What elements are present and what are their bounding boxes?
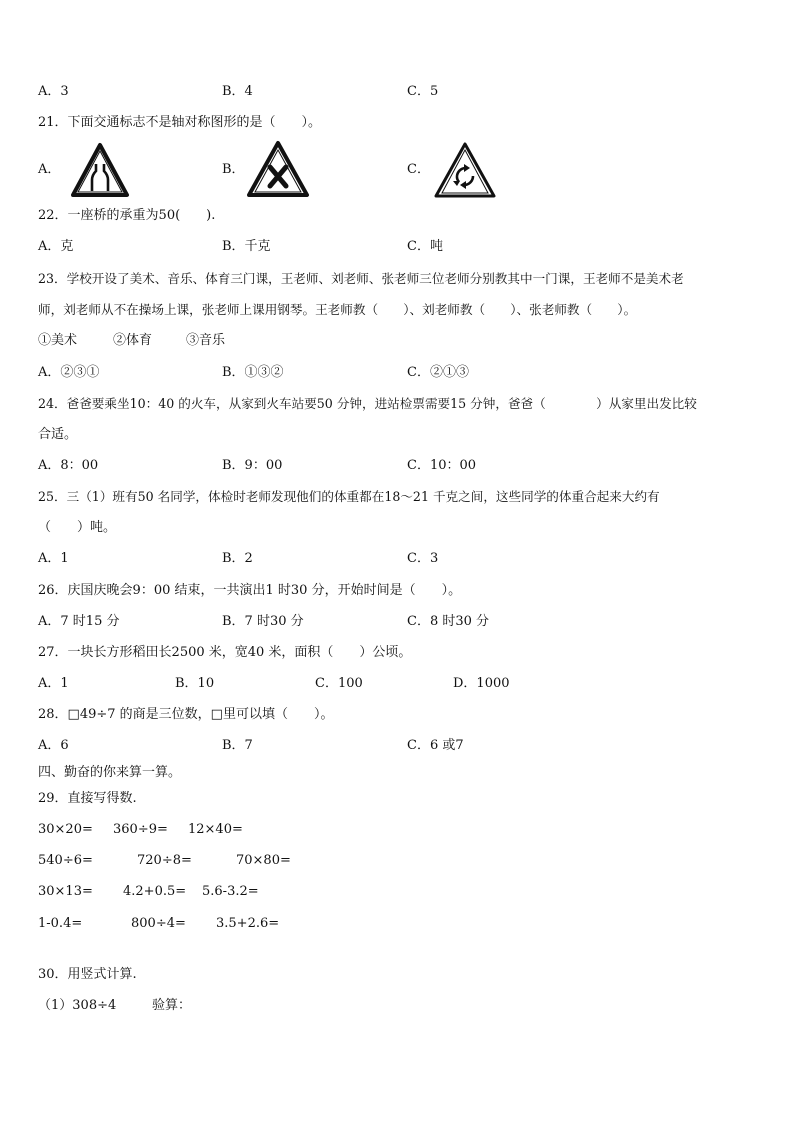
calc-item: 70×80= — [236, 853, 291, 868]
q30-check-label: 验算： — [152, 998, 192, 1013]
q27-option-a: A．1 — [38, 676, 69, 691]
q26-option-c: C．8 时30 分 — [407, 614, 490, 629]
q21-label-c: C． — [407, 162, 430, 177]
calc-item: 30×13= — [38, 884, 93, 899]
q27-option-b: B．10 — [175, 676, 215, 691]
q21-label-b: B． — [222, 162, 245, 177]
q23-option-c: C．②①③ — [407, 365, 469, 380]
q26-option-a: A．7 时15 分 — [38, 614, 120, 629]
q25-option-c: C．3 — [407, 551, 439, 566]
q20-option-c: C．5 — [407, 84, 439, 99]
q24-option-b: B．9：00 — [222, 458, 283, 473]
q23-choice-3: ③音乐 — [186, 333, 226, 348]
q23-choice-2: ②体育 — [113, 333, 153, 348]
q23-stem-line1: 23．学校开设了美术、音乐、体育三门课，王老师、刘老师、张老师三位老师分别教其中一门课，王老师不是美术老 — [38, 271, 684, 286]
calc-item: 30×20= — [38, 822, 93, 837]
q21-label-a: A． — [38, 162, 61, 177]
calc-item: 5.6-3.2= — [202, 884, 259, 899]
calc-item: 3.5+2.6= — [216, 916, 280, 931]
q22-option-b: B．千克 — [222, 239, 271, 254]
q23-stem-line2: 师，刘老师从不在操场上课，张老师上课用钢琴。王老师教（ ）、刘老师教（ ）、张老师教（ ）。 — [38, 302, 637, 317]
q28-option-a: A．6 — [38, 738, 69, 753]
q24-stem-line1: 24．爸爸要乘坐10：40 的火车，从家到火车站要50 分钟，进站检票需要15 分钟，爸爸（ ）从家里出发比较 — [38, 396, 697, 411]
q30-stem: 30．用竖式计算. — [38, 967, 137, 982]
q29-stem: 29．直接写得数. — [38, 791, 137, 806]
calc-item: 540÷6= — [38, 853, 93, 868]
q27-option-d: D．1000 — [453, 676, 510, 691]
calc-item: 4.2+0.5= — [123, 884, 187, 899]
q25-option-b: B．2 — [222, 551, 253, 566]
q25-stem-line2: （ ）吨。 — [38, 520, 117, 535]
section-title: 四、勤奋的你来算一算。 — [38, 765, 182, 780]
q28-option-b: B．7 — [222, 738, 253, 753]
q20-option-b: B．4 — [222, 84, 253, 99]
q25-stem-line1: 25．三（1）班有50 名同学，体检时老师发现他们的体重都在18～21 千克之间，这些同学的体重合起来大约有 — [38, 489, 660, 504]
calc-item: 12×40= — [188, 822, 243, 837]
calc-item: 720÷8= — [137, 853, 192, 868]
q22-option-c: C．吨 — [407, 239, 443, 254]
calc-item: 360÷9= — [113, 822, 168, 837]
road-narrows-sign-icon — [70, 142, 130, 198]
q26-option-b: B．7 时30 分 — [222, 614, 304, 629]
q25-option-a: A．1 — [38, 551, 69, 566]
q20-option-a: A．3 — [38, 84, 69, 99]
q23-option-b: B．①③② — [222, 365, 284, 380]
q23-choice-1: ①美术 — [38, 333, 78, 348]
q21-stem: 21．下面交通标志不是轴对称图形的是（ ）。 — [38, 115, 322, 130]
q22-option-a: A．克 — [38, 239, 74, 254]
q28-stem: 28．□49÷7 的商是三位数，□里可以填（ ）。 — [38, 707, 334, 722]
q27-stem: 27．一块长方形稻田长2500 米，宽40 米，面积（ ）公顷。 — [38, 645, 412, 660]
q26-stem: 26．庆国庆晚会9：00 结束，一共演出1 时30 分，开始时间是（ ）。 — [38, 583, 462, 598]
q24-stem-line2: 合适。 — [38, 427, 78, 442]
q24-option-c: C．10：00 — [407, 458, 477, 473]
q30-item-1: （1）308÷4 — [38, 998, 117, 1013]
q28-option-c: C．6 或7 — [407, 738, 464, 753]
roundabout-sign-icon — [433, 141, 497, 199]
calc-item: 800÷4= — [131, 916, 186, 931]
q24-option-a: A．8：00 — [38, 458, 99, 473]
q27-option-c: C．100 — [315, 676, 363, 691]
q22-stem: 22．一座桥的承重为50( ). — [38, 208, 216, 223]
q23-option-a: A．②③① — [38, 365, 100, 380]
crossroad-sign-icon — [246, 140, 310, 198]
calc-item: 1-0.4= — [38, 916, 83, 931]
